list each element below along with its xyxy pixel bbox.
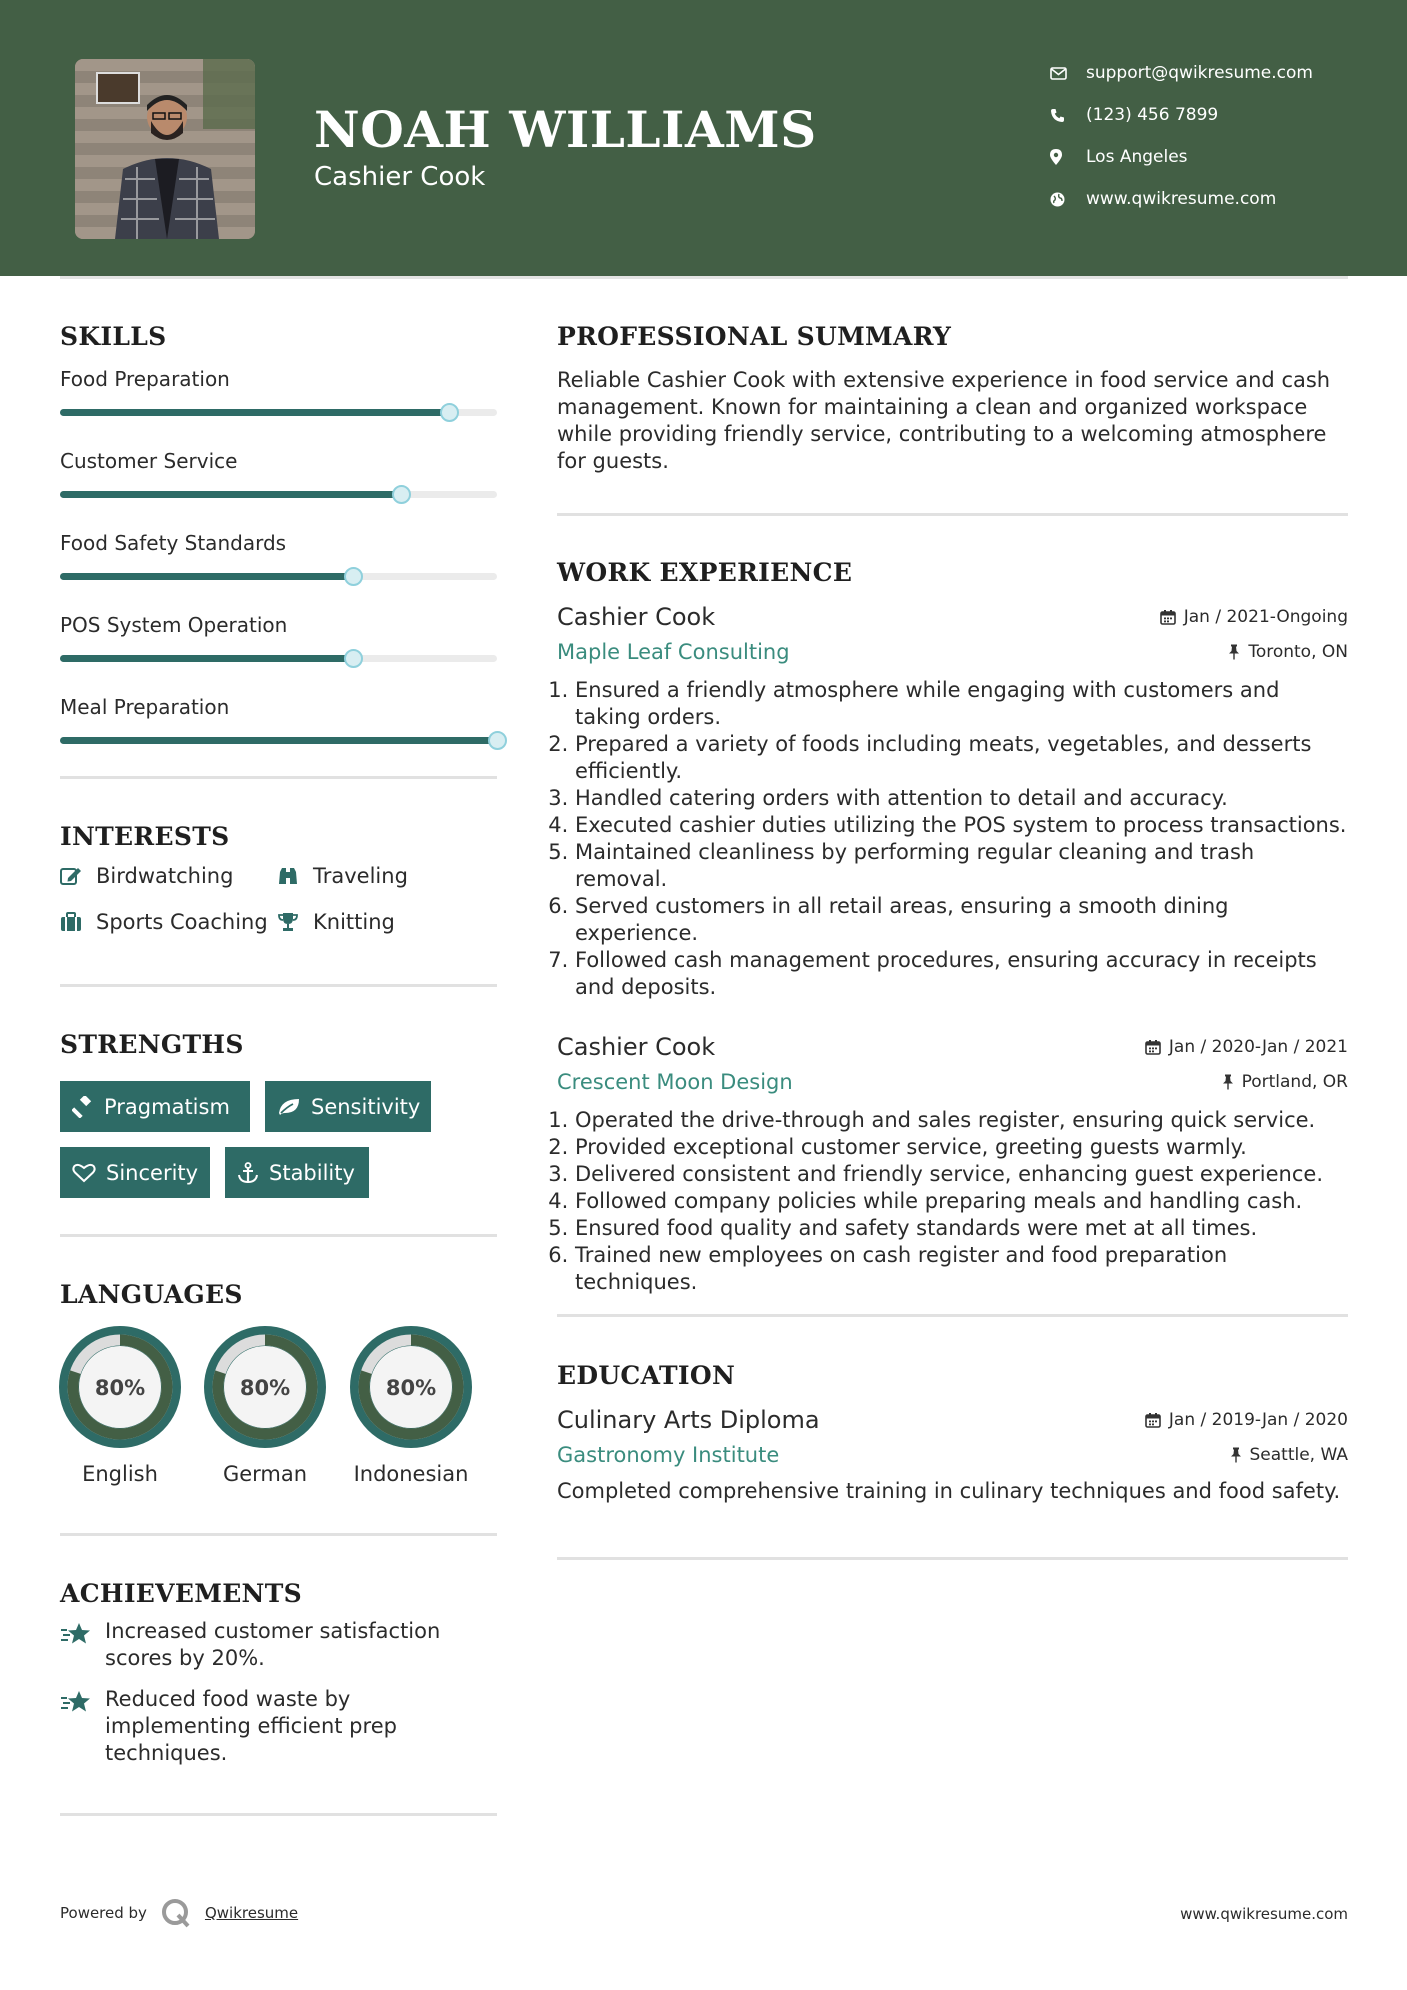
footer-powered-by xyxy=(60,1898,298,1928)
language-item xyxy=(350,1326,472,1486)
qwikresume-logo-icon xyxy=(161,1898,191,1928)
skill-item xyxy=(60,613,497,662)
duty-item: 5. Maintained cleanliness by performing regular cleaning and trash removal. xyxy=(575,839,1348,893)
skill-bar xyxy=(60,573,497,580)
languages-title: LANGUAGES xyxy=(60,1280,243,1309)
star-icon xyxy=(60,1686,105,1767)
language-item xyxy=(59,1326,181,1486)
strength-tag xyxy=(265,1081,431,1132)
skill-bar xyxy=(60,409,497,416)
calendar-icon xyxy=(1145,1412,1161,1428)
interest-label: Knitting xyxy=(313,910,395,934)
strength-tag xyxy=(225,1147,369,1198)
skill-name: Customer Service xyxy=(60,449,238,473)
skill-bar-knob xyxy=(344,649,363,668)
contact-location-text: Los Angeles xyxy=(1086,147,1188,167)
right-divider xyxy=(557,1314,1348,1317)
globe-icon xyxy=(1050,192,1086,207)
contact-email-text: support@qwikresume.com xyxy=(1086,63,1313,83)
skill-bar-fill xyxy=(60,655,353,662)
strength-label: Pragmatism xyxy=(104,1094,230,1119)
interest-item xyxy=(277,859,408,893)
job-dates-text: Jan / 2021-Ongoing xyxy=(1183,607,1348,627)
interest-item xyxy=(60,905,277,939)
job-entry xyxy=(557,1031,1348,1296)
anchor-icon xyxy=(237,1162,259,1184)
job-location xyxy=(1228,642,1348,662)
powered-by-label: Powered by xyxy=(60,1904,147,1922)
language-donut xyxy=(350,1326,472,1448)
skills-section xyxy=(60,322,497,744)
skill-bar-knob xyxy=(488,731,507,750)
experience-title: WORK EXPERIENCE xyxy=(557,558,853,587)
duty-item: 1. Operated the drive-through and sales register, ensuring quick service. xyxy=(575,1107,1348,1134)
contact-location xyxy=(1050,136,1313,178)
education-description: Completed comprehensive training in culinary techniques and food safety. xyxy=(557,1479,1341,1503)
strength-tag xyxy=(60,1081,250,1132)
job-title: Cashier Cook xyxy=(557,603,716,631)
skill-bar-knob xyxy=(392,485,411,504)
star-icon xyxy=(60,1618,105,1672)
binoculars-icon xyxy=(277,866,313,886)
achievement-text: Increased customer satisfaction scores by 20%. xyxy=(105,1619,441,1670)
duty-item: 4. Executed cashier duties utilizing the POS system to process transactions. xyxy=(575,812,1348,839)
right-divider xyxy=(557,1557,1348,1560)
strength-label: Sincerity xyxy=(106,1160,199,1185)
job-dates-text: Jan / 2020-Jan / 2021 xyxy=(1168,1037,1348,1057)
contact-phone[interactable] xyxy=(1050,94,1313,136)
skill-name: Food Safety Standards xyxy=(60,531,287,555)
job-location-text: Portland, OR xyxy=(1241,1072,1348,1092)
achievements-title: ACHIEVEMENTS xyxy=(60,1579,302,1608)
skill-item xyxy=(60,695,497,744)
duty-item: 7. Followed cash management procedures, ensuring accuracy in receipts and deposits. xyxy=(575,947,1348,1001)
skill-item xyxy=(60,531,497,580)
skill-name: Meal Preparation xyxy=(60,695,230,719)
job-title: Cashier Cook xyxy=(557,1033,716,1061)
donut-percent-label: 80% xyxy=(239,1376,291,1400)
duty-item: 6. Served customers in all retail areas, ensuring a smooth dining experience. xyxy=(575,893,1348,947)
achievements-section xyxy=(60,1579,497,1767)
summary-text: Reliable Cashier Cook with extensive experience in food service and cash management. Known for maintaining a clean and organized workspace while providing friendly service, contributing to a welcoming atmosphere for guests. xyxy=(557,368,1331,473)
qwikresume-link[interactable]: Qwikresume xyxy=(204,1904,299,1922)
degree-title: Culinary Arts Diploma xyxy=(557,1406,820,1434)
heart-icon xyxy=(72,1163,96,1183)
duty-item: 5. Ensured food quality and safety standards were met at all times. xyxy=(575,1215,1348,1242)
resume-header xyxy=(0,0,1407,276)
calendar-icon xyxy=(1145,1039,1161,1055)
job-entry xyxy=(557,601,1348,1001)
summary-section xyxy=(557,322,1348,475)
right-divider xyxy=(557,513,1348,516)
left-divider xyxy=(60,984,497,987)
company-name: Crescent Moon Design xyxy=(557,1070,793,1094)
school-name: Gastronomy Institute xyxy=(557,1443,780,1467)
skill-bar-knob xyxy=(344,567,363,586)
duty-item: 2. Prepared a variety of foods including meats, vegetables, and desserts efficiently. xyxy=(575,731,1348,785)
interest-item xyxy=(60,859,277,893)
job-dates xyxy=(1145,1037,1348,1057)
skill-bar-fill xyxy=(60,409,449,416)
duty-item: 1. Ensured a friendly atmosphere while engaging with customers and taking orders. xyxy=(575,677,1348,731)
strength-tag xyxy=(60,1147,210,1198)
skill-name: Food Preparation xyxy=(60,367,230,391)
education-title: EDUCATION xyxy=(557,1361,736,1390)
candidate-role: Cashier Cook xyxy=(314,162,486,192)
interest-label: Birdwatching xyxy=(96,864,234,888)
language-label: Indonesian xyxy=(353,1462,469,1486)
calendar-icon xyxy=(1160,609,1176,625)
summary-title: PROFESSIONAL SUMMARY xyxy=(557,322,952,351)
trophy-icon xyxy=(277,912,313,932)
duty-item: 6. Trained new employees on cash register and food preparation techniques. xyxy=(575,1242,1348,1296)
strengths-title: STRENGTHS xyxy=(60,1030,244,1059)
achievement-item xyxy=(60,1686,497,1767)
education-section xyxy=(557,1361,1348,1505)
skill-bar-knob xyxy=(440,403,459,422)
interests-title: INTERESTS xyxy=(60,822,230,851)
contact-list xyxy=(1050,52,1313,220)
donut-percent-label: 80% xyxy=(94,1376,146,1400)
education-dates-text: Jan / 2019-Jan / 2020 xyxy=(1168,1410,1348,1430)
contact-phone-text: (123) 456 7899 xyxy=(1086,105,1219,125)
achievement-item xyxy=(60,1618,497,1672)
language-donut xyxy=(204,1326,326,1448)
interests-section xyxy=(60,822,497,939)
phone-icon xyxy=(1050,108,1086,123)
gavel-icon xyxy=(72,1096,94,1118)
job-location-text: Toronto, ON xyxy=(1248,642,1348,662)
company-name: Maple Leaf Consulting xyxy=(557,640,790,664)
skill-bar-fill xyxy=(60,491,401,498)
skill-name: POS System Operation xyxy=(60,613,288,637)
pushpin-icon xyxy=(1228,644,1240,660)
pushpin-icon xyxy=(1222,1074,1234,1090)
duty-item: 3. Delivered consistent and friendly service, enhancing guest experience. xyxy=(575,1161,1348,1188)
left-divider xyxy=(60,1813,497,1816)
contact-website-text: www.qwikresume.com xyxy=(1086,189,1277,209)
interest-label: Traveling xyxy=(313,864,408,888)
duty-item: 4. Followed company policies while preparing meals and handling cash. xyxy=(575,1188,1348,1215)
education-location-text: Seattle, WA xyxy=(1249,1445,1348,1465)
edit-icon xyxy=(60,866,96,886)
strength-label: Stability xyxy=(269,1160,355,1185)
header-divider xyxy=(60,276,1348,279)
language-label: German xyxy=(222,1462,308,1486)
interest-label: Sports Coaching xyxy=(96,910,268,934)
skill-item xyxy=(60,367,497,416)
skill-item xyxy=(60,449,497,498)
envelope-icon xyxy=(1050,67,1086,80)
language-item xyxy=(204,1326,326,1486)
skill-bar xyxy=(60,737,497,744)
duty-item: 3. Handled catering orders with attention to detail and accuracy. xyxy=(575,785,1348,812)
duty-item: 2. Provided exceptional customer service, greeting guests warmly. xyxy=(575,1134,1348,1161)
skill-bar-fill xyxy=(60,573,353,580)
leaf-icon xyxy=(277,1097,301,1117)
map-pin-icon xyxy=(1050,149,1086,165)
donut-percent-label: 80% xyxy=(385,1376,437,1400)
job-location xyxy=(1222,1072,1348,1092)
contact-website[interactable] xyxy=(1050,178,1313,220)
skill-bar xyxy=(60,655,497,662)
interests-list xyxy=(60,859,497,939)
language-donut xyxy=(59,1326,181,1448)
duty-list xyxy=(557,1107,1348,1296)
profile-photo xyxy=(75,59,255,239)
left-divider xyxy=(60,1234,497,1237)
skill-bar xyxy=(60,491,497,498)
achievement-text: Reduced food waste by implementing efficient prep techniques. xyxy=(105,1687,397,1765)
skills-title: SKILLS xyxy=(60,322,167,351)
education-location xyxy=(1230,1445,1349,1465)
left-divider xyxy=(60,1533,497,1536)
footer-website[interactable]: www.qwikresume.com xyxy=(1180,1905,1348,1923)
language-label: English xyxy=(82,1462,158,1486)
strengths-section xyxy=(60,1030,497,1210)
experience-section xyxy=(557,558,1348,1296)
interest-item xyxy=(277,905,395,939)
contact-email[interactable] xyxy=(1050,52,1313,94)
candidate-name: NOAH WILLIAMS xyxy=(314,100,817,159)
languages-section xyxy=(60,1280,497,1490)
left-divider xyxy=(60,776,497,779)
duty-list xyxy=(557,677,1348,1001)
education-dates xyxy=(1145,1410,1348,1430)
strength-label: Sensitivity xyxy=(311,1094,421,1119)
job-dates xyxy=(1160,607,1348,627)
skill-bar-fill xyxy=(60,737,497,744)
briefcase-icon xyxy=(60,912,96,932)
pushpin-icon xyxy=(1230,1447,1242,1463)
